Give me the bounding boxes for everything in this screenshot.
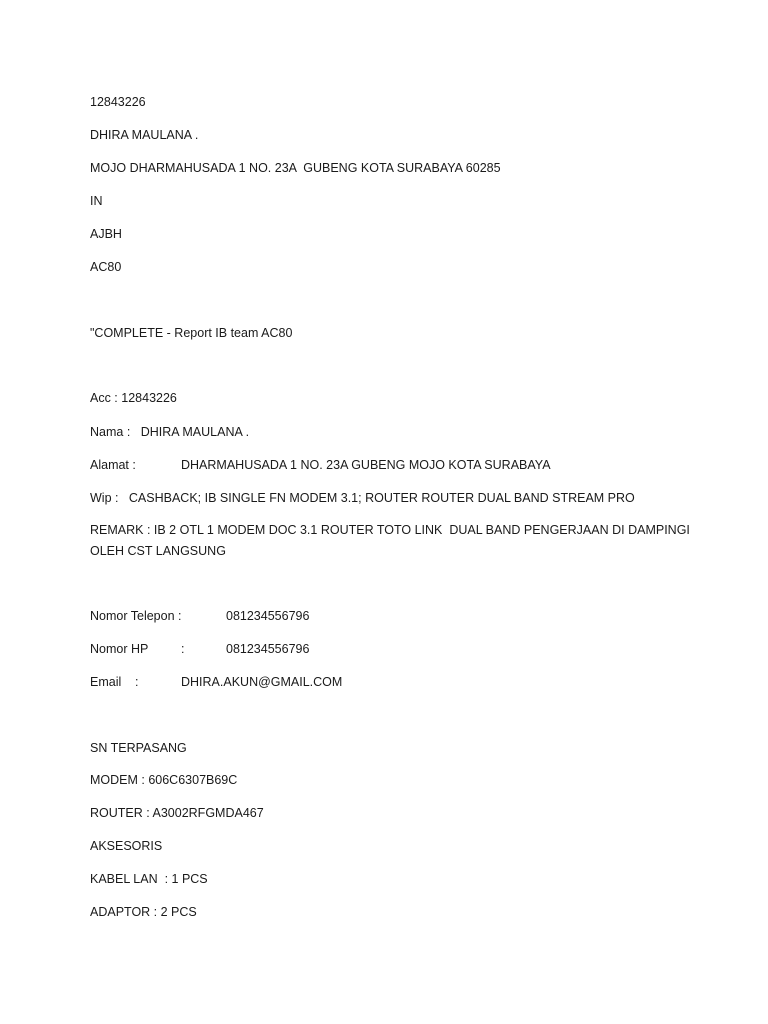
- kabel-lan: KABEL LAN : 1 PCS: [90, 872, 208, 886]
- adaptor: ADAPTOR : 2 PCS: [90, 905, 197, 919]
- remark-line-1: REMARK : IB 2 OTL 1 MODEM DOC 3.1 ROUTER TOTO LINK DUAL BAND PENGERJAAN DI DAMPINGI: [90, 523, 690, 537]
- sn-heading: SN TERPASANG: [90, 741, 187, 755]
- alamat-line: [90, 457, 551, 473]
- telepon-label: Nomor Telepon :: [90, 609, 182, 623]
- customer-name: DHIRA MAULANA .: [90, 128, 199, 142]
- nama-label: Nama :: [90, 425, 141, 439]
- email-value: DHIRA.AKUN@GMAIL.COM: [181, 675, 343, 689]
- report-title: "COMPLETE - Report IB team AC80: [90, 326, 293, 340]
- alamat-value: DHARMAHUSADA 1 NO. 23A GUBENG MOJO KOTA SURABAYA: [181, 458, 551, 472]
- remark-line-2: OLEH CST LANGSUNG: [90, 544, 226, 558]
- aksesoris-heading: AKSESORIS: [90, 839, 163, 853]
- acc-label: Acc :: [90, 391, 122, 405]
- modem-sn: MODEM : 606C6307B69C: [90, 773, 238, 787]
- hp-line: [90, 641, 309, 657]
- hp-value: 081234556796: [226, 642, 310, 656]
- email-line: [90, 674, 342, 690]
- nama-value: DHIRA MAULANA .: [140, 425, 250, 439]
- router-sn: ROUTER : A3002RFGMDA467: [90, 806, 264, 820]
- email-separator: :: [135, 675, 139, 689]
- address: MOJO DHARMAHUSADA 1 NO. 23A GUBENG KOTA SURABAYA 60285: [90, 161, 501, 175]
- code-team: AC80: [90, 260, 122, 274]
- nama-line: [90, 424, 249, 440]
- acc-value: 12843226: [121, 391, 177, 405]
- alamat-label: Alamat :: [90, 458, 136, 472]
- code-in: IN: [90, 194, 103, 208]
- hp-label: Nomor HP: [90, 642, 149, 656]
- account-number: 12843226: [90, 95, 146, 109]
- wip-line: [90, 490, 635, 506]
- hp-separator: :: [181, 642, 185, 656]
- telepon-line: [90, 608, 309, 624]
- wip-label: Wip :: [90, 491, 129, 505]
- code-ajbh: AJBH: [90, 227, 122, 241]
- wip-value: CASHBACK; IB SINGLE FN MODEM 3.1; ROUTER ROUTER DUAL BAND STREAM PRO: [128, 491, 635, 505]
- email-label: Email: [90, 675, 122, 689]
- acc-line: [90, 390, 177, 406]
- telepon-value: 081234556796: [226, 609, 310, 623]
